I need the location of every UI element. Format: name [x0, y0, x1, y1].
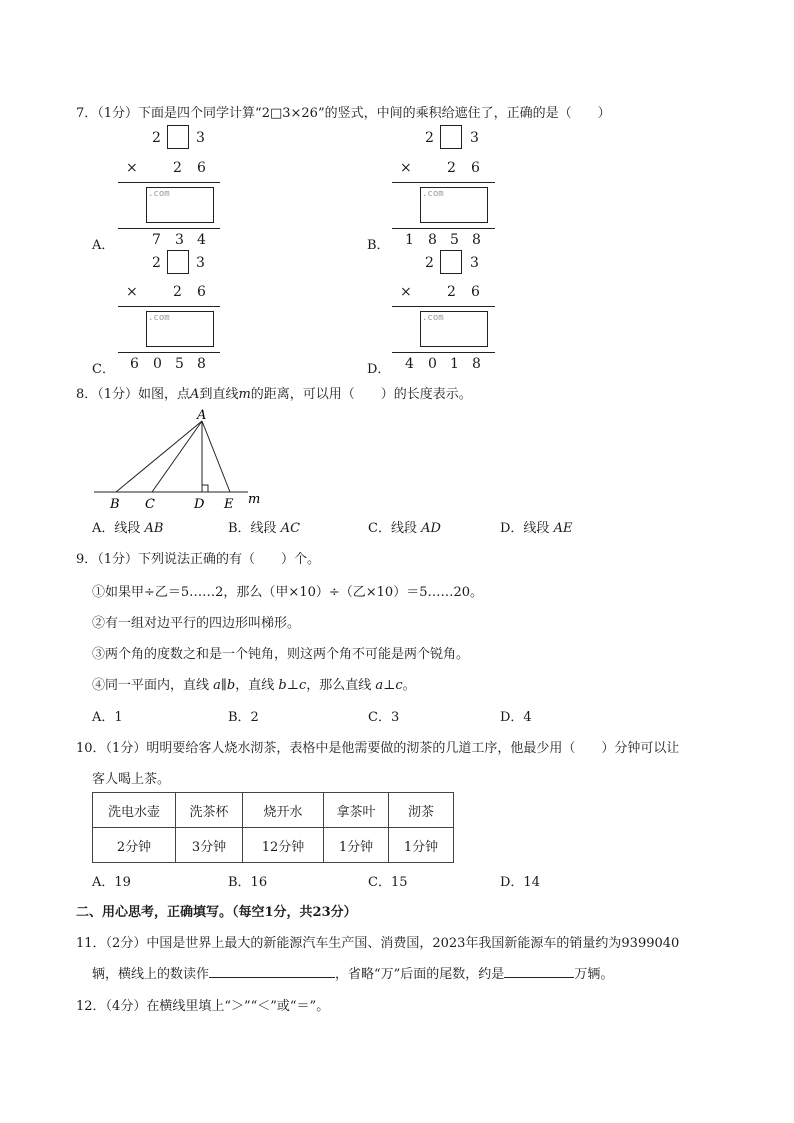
result-digit: 4 — [197, 232, 206, 248]
perp-symbol: ⊥ — [383, 678, 396, 693]
q9-statement-1: ①如果甲÷乙＝5……2，那么（甲×10）÷（乙×10）＝5……20。 — [92, 585, 484, 600]
tea-steps-table — [92, 792, 454, 863]
table-cell: 1分钟 — [324, 828, 389, 863]
label-c: C — [145, 497, 155, 512]
result-line — [118, 228, 220, 229]
table-row — [93, 828, 454, 863]
table-cell: 1分钟 — [389, 828, 454, 863]
multiplier-digit: 6 — [197, 160, 206, 176]
q8-stem — [76, 383, 472, 402]
option-label: D．线段 — [500, 521, 550, 536]
result-digit: 0 — [153, 356, 162, 372]
q9-option-b[interactable]: B．2 — [228, 710, 259, 725]
q9-text: ④同一平面内，直线 — [92, 678, 214, 693]
q9-text: 。 — [402, 678, 416, 693]
times-sign: × — [400, 160, 412, 176]
option-segment: AC — [280, 521, 301, 536]
section-heading: 二、用心思考，正确填写。（每空1分，共23分） — [76, 905, 357, 920]
multiplier-digit: 6 — [197, 284, 206, 300]
watermark: ‌.com — [148, 313, 170, 323]
q10-option-d[interactable]: D．14 — [500, 875, 540, 890]
q11-line2 — [92, 963, 613, 982]
option-label: A．线段 — [92, 521, 141, 536]
option-segment: AE — [553, 521, 573, 536]
hidden-digit-box — [167, 125, 189, 149]
result-digit: 8 — [472, 356, 481, 372]
q9-statement-2: ②有一组对边平行的四边形叫梯形。 — [92, 616, 301, 631]
hidden-digit-box — [440, 125, 462, 149]
watermark: ‌.com — [422, 313, 444, 323]
product-line — [118, 306, 220, 307]
result-digit: 5 — [450, 232, 459, 248]
watermark: ‌.com — [148, 189, 170, 199]
multiplicand-digit: 2 — [425, 255, 434, 271]
var-a: a — [213, 678, 221, 693]
q8-figure — [90, 405, 270, 515]
q8-option-d[interactable] — [500, 517, 572, 536]
option-label: B．线段 — [228, 521, 277, 536]
var-a: a — [375, 678, 384, 693]
result-digit: 7 — [152, 232, 161, 248]
table-header-row — [93, 793, 454, 828]
option-label: A． — [92, 238, 115, 253]
option-label: D． — [367, 362, 391, 377]
times-sign: × — [126, 160, 138, 176]
segment-ae — [202, 421, 230, 492]
table-header-cell: 洗茶杯 — [176, 793, 243, 828]
result-digit: 0 — [428, 356, 437, 372]
option-label: C．线段 — [368, 521, 417, 536]
q8-point-label: A — [190, 387, 200, 402]
answer-blank-reading[interactable] — [209, 963, 335, 978]
q8-option-a[interactable] — [92, 517, 163, 536]
right-angle-mark — [202, 485, 208, 492]
result-line — [392, 228, 495, 229]
q11-text: ，省略“万”后面的尾数，约是 — [335, 967, 505, 982]
table-header-cell: 沏茶 — [389, 793, 454, 828]
multiplier-digit: 2 — [447, 284, 456, 300]
q12-stem: 12．（4分）在横线里填上“＞”“＜”或“＝”。 — [76, 999, 330, 1014]
label-m: m — [248, 492, 261, 507]
q8-stem-text: 的距离，可以用（ ）的长度表示。 — [250, 387, 472, 402]
result-digit: 4 — [405, 356, 414, 372]
table-cell: 12分钟 — [243, 828, 324, 863]
q8-line-label: m — [238, 387, 251, 402]
multiplicand-digit: 3 — [470, 255, 479, 271]
var-c: c — [395, 678, 403, 693]
result-digit: 1 — [405, 232, 414, 248]
label-a: A — [197, 408, 207, 423]
q8-stem-text: 到直线 — [199, 387, 239, 402]
q8-option-b[interactable] — [228, 517, 300, 536]
var-b: b — [278, 678, 287, 693]
product-line — [118, 182, 220, 183]
result-digit: 5 — [175, 356, 184, 372]
multiplier-digit: 2 — [173, 160, 182, 176]
multiplicand-digit: 3 — [196, 130, 205, 146]
product-line — [392, 182, 495, 183]
q9-option-a[interactable]: A．1 — [92, 710, 123, 725]
product-line — [392, 306, 495, 307]
result-line — [392, 352, 495, 353]
q10-option-b[interactable]: B．16 — [228, 875, 268, 890]
q10-stem-line1: 10．（1分）明明要给客人烧水沏茶，表格中是他需要做的沏茶的几道工序，他最少用（ ）分钟可以让 — [76, 741, 680, 756]
table-cell: 3分钟 — [176, 828, 243, 863]
multiplier-digit: 6 — [471, 160, 480, 176]
option-segment: AB — [144, 521, 164, 536]
q10-option-a[interactable]: A．19 — [92, 875, 131, 890]
multiplicand-digit: 3 — [196, 255, 205, 271]
multiplicand-digit: 2 — [152, 255, 161, 271]
watermark: ‌.com — [422, 189, 444, 199]
label-d: D — [194, 497, 205, 512]
multiplier-digit: 2 — [173, 284, 182, 300]
q9-stem: 9．（1分）下列说法正确的有（ ）个。 — [76, 552, 321, 567]
hidden-digit-box — [167, 250, 189, 274]
result-digit: 8 — [197, 356, 206, 372]
multiplicand-digit: 2 — [425, 130, 434, 146]
result-digit: 8 — [472, 232, 481, 248]
q8-stem-text: 8．（1分）如图，点 — [76, 387, 191, 402]
q7-stem: 7．（1分）下面是四个同学计算“2□3×26”的竖式，中间的乘积给遮住了，正确的是（ ） — [76, 106, 611, 121]
var-c: c — [298, 678, 307, 693]
option-segment: AD — [421, 521, 441, 536]
q9-statement-4 — [92, 674, 416, 693]
result-line — [118, 352, 220, 353]
q10-stem-line2: 客人喝上茶。 — [92, 772, 171, 787]
result-digit: 1 — [450, 356, 459, 372]
q10-option-c[interactable]: C．15 — [368, 875, 408, 890]
table-header-cell: 拿茶叶 — [324, 793, 389, 828]
multiplier-digit: 6 — [471, 284, 480, 300]
label-e: E — [224, 497, 234, 512]
result-digit: 8 — [428, 232, 437, 248]
parallel-symbol: ∥ — [220, 678, 227, 693]
multiplier-digit: 2 — [447, 160, 456, 176]
option-label: C． — [92, 362, 115, 377]
option-label: B． — [367, 238, 390, 253]
q9-option-d[interactable]: D．4 — [500, 710, 532, 725]
q11-text: 辆，横线上的数读作 — [92, 967, 210, 982]
q9-statement-3: ③两个角的度数之和是一个钝角，则这两个角不可能是两个锐角。 — [92, 647, 470, 662]
q11-line1: 11．（2分）中国是世界上最大的新能源汽车生产国、消费国，2023年我国新能源车的销量约为9399040 — [76, 936, 680, 951]
q11-text: 万辆。 — [574, 967, 614, 982]
hidden-digit-box — [440, 250, 462, 274]
table-header-cell: 洗电水壶 — [93, 793, 176, 828]
table-header-cell: 烧开水 — [243, 793, 324, 828]
q8-option-c[interactable] — [368, 517, 441, 536]
q9-text: ，那么直线 — [306, 678, 376, 693]
times-sign: × — [126, 284, 138, 300]
multiplicand-digit: 2 — [152, 130, 161, 146]
var-b: b — [226, 678, 236, 693]
label-b: B — [110, 497, 120, 512]
multiplicand-digit: 3 — [470, 130, 479, 146]
result-digit: 3 — [175, 232, 184, 248]
q9-text: ，直线 — [235, 678, 279, 693]
q9-option-c[interactable]: C．3 — [368, 710, 400, 725]
times-sign: × — [400, 284, 412, 300]
answer-blank-approx[interactable] — [504, 963, 574, 978]
perp-symbol: ⊥ — [286, 678, 299, 693]
table-cell: 2分钟 — [93, 828, 176, 863]
result-digit: 6 — [130, 356, 139, 372]
